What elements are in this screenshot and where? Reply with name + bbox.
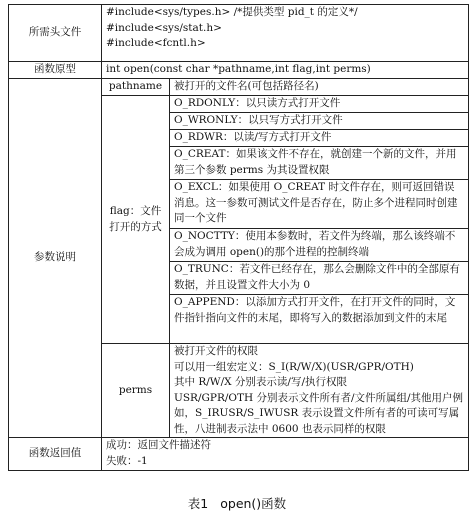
param-name-pathname: pathname — [102, 79, 170, 96]
header-line: #include<sys/types.h> /*提供类型 pid_t 的定义*/ — [106, 6, 358, 18]
param-name-perms: perms — [102, 344, 170, 438]
prototype-row — [9, 62, 469, 79]
perms-line: 可以用一组宏定义：S_I(R/W/X)(USR/GPR/OTH) — [174, 360, 414, 373]
params-label: 参数说明 — [9, 79, 102, 438]
header-content — [102, 5, 469, 62]
prototype-label: 函数原型 — [9, 62, 102, 79]
return-line: 失败：-1 — [106, 454, 148, 467]
header-line: #include<sys/stat.h> — [106, 21, 222, 34]
return-line: 成功：返回文件描述符 — [106, 439, 211, 451]
flag-option: O_EXCL：如果使用 O_CREAT 时文件存在，则可返回错误消息。这一参数可测试文件是否存在，防止多个进程同时创建同一个文件 — [170, 180, 469, 229]
flag-option: O_WRONLY：以只写方式打开文件 — [170, 113, 469, 130]
header-row — [9, 5, 469, 62]
header-label: 所需头文件 — [9, 5, 102, 62]
param-desc-pathname: 被打开的文件名(可包括路径名) — [170, 79, 469, 96]
header-line: #include<fcntl.h> — [106, 37, 206, 49]
flag-option: O_APPEND：以添加方式打开文件，在打开文件的同时，文件指针指向文件的末尾，即将写入的数据添加到文件的末尾 — [170, 295, 469, 344]
param-name-flag: flag：文件打开的方式 — [102, 96, 170, 344]
perms-content — [170, 344, 469, 438]
perms-line: 其中 R/W/X 分别表示读/写/执行权限 — [174, 376, 347, 388]
return-content — [102, 438, 469, 471]
param-row-pathname — [9, 79, 469, 96]
caption-number: 表1 — [187, 496, 209, 511]
flag-option: O_RDWR：以读/写方式打开文件 — [170, 130, 469, 147]
prototype-text: int open(const char *pathname,int flag,int perms) — [102, 62, 469, 79]
return-label: 函数返回值 — [9, 438, 102, 471]
open-function-table — [8, 4, 469, 471]
flag-option: O_TRUNC：若文件已经存在，那么会删除文件中的全部原有数据，并且设置文件大小为 0 — [170, 262, 469, 295]
return-row — [9, 438, 469, 471]
perms-line: USR/GPR/OTH 分别表示文件所有者/文件所属组/其他用户例如，S_IRUSR/S_IWUSR 表示设置文件所有者的可读可写属性，八进制表示法中 0600 也表示同样的权限 — [174, 391, 464, 435]
flag-option: O_NOCTTY：使用本参数时，若文件为终端，那么该终端不会成为调用 open()的那个进程的控制终端 — [170, 229, 469, 262]
table-caption — [0, 494, 474, 512]
perms-line: 被打开文件的权限 — [174, 345, 258, 357]
flag-option: O_CREAT：如果该文件不存在，就创建一个新的文件，并用第三个参数 perms 为其设置权限 — [170, 147, 469, 180]
caption-title: open()函数 — [220, 496, 287, 511]
flag-option: O_RDONLY：以只读方式打开文件 — [170, 96, 469, 113]
